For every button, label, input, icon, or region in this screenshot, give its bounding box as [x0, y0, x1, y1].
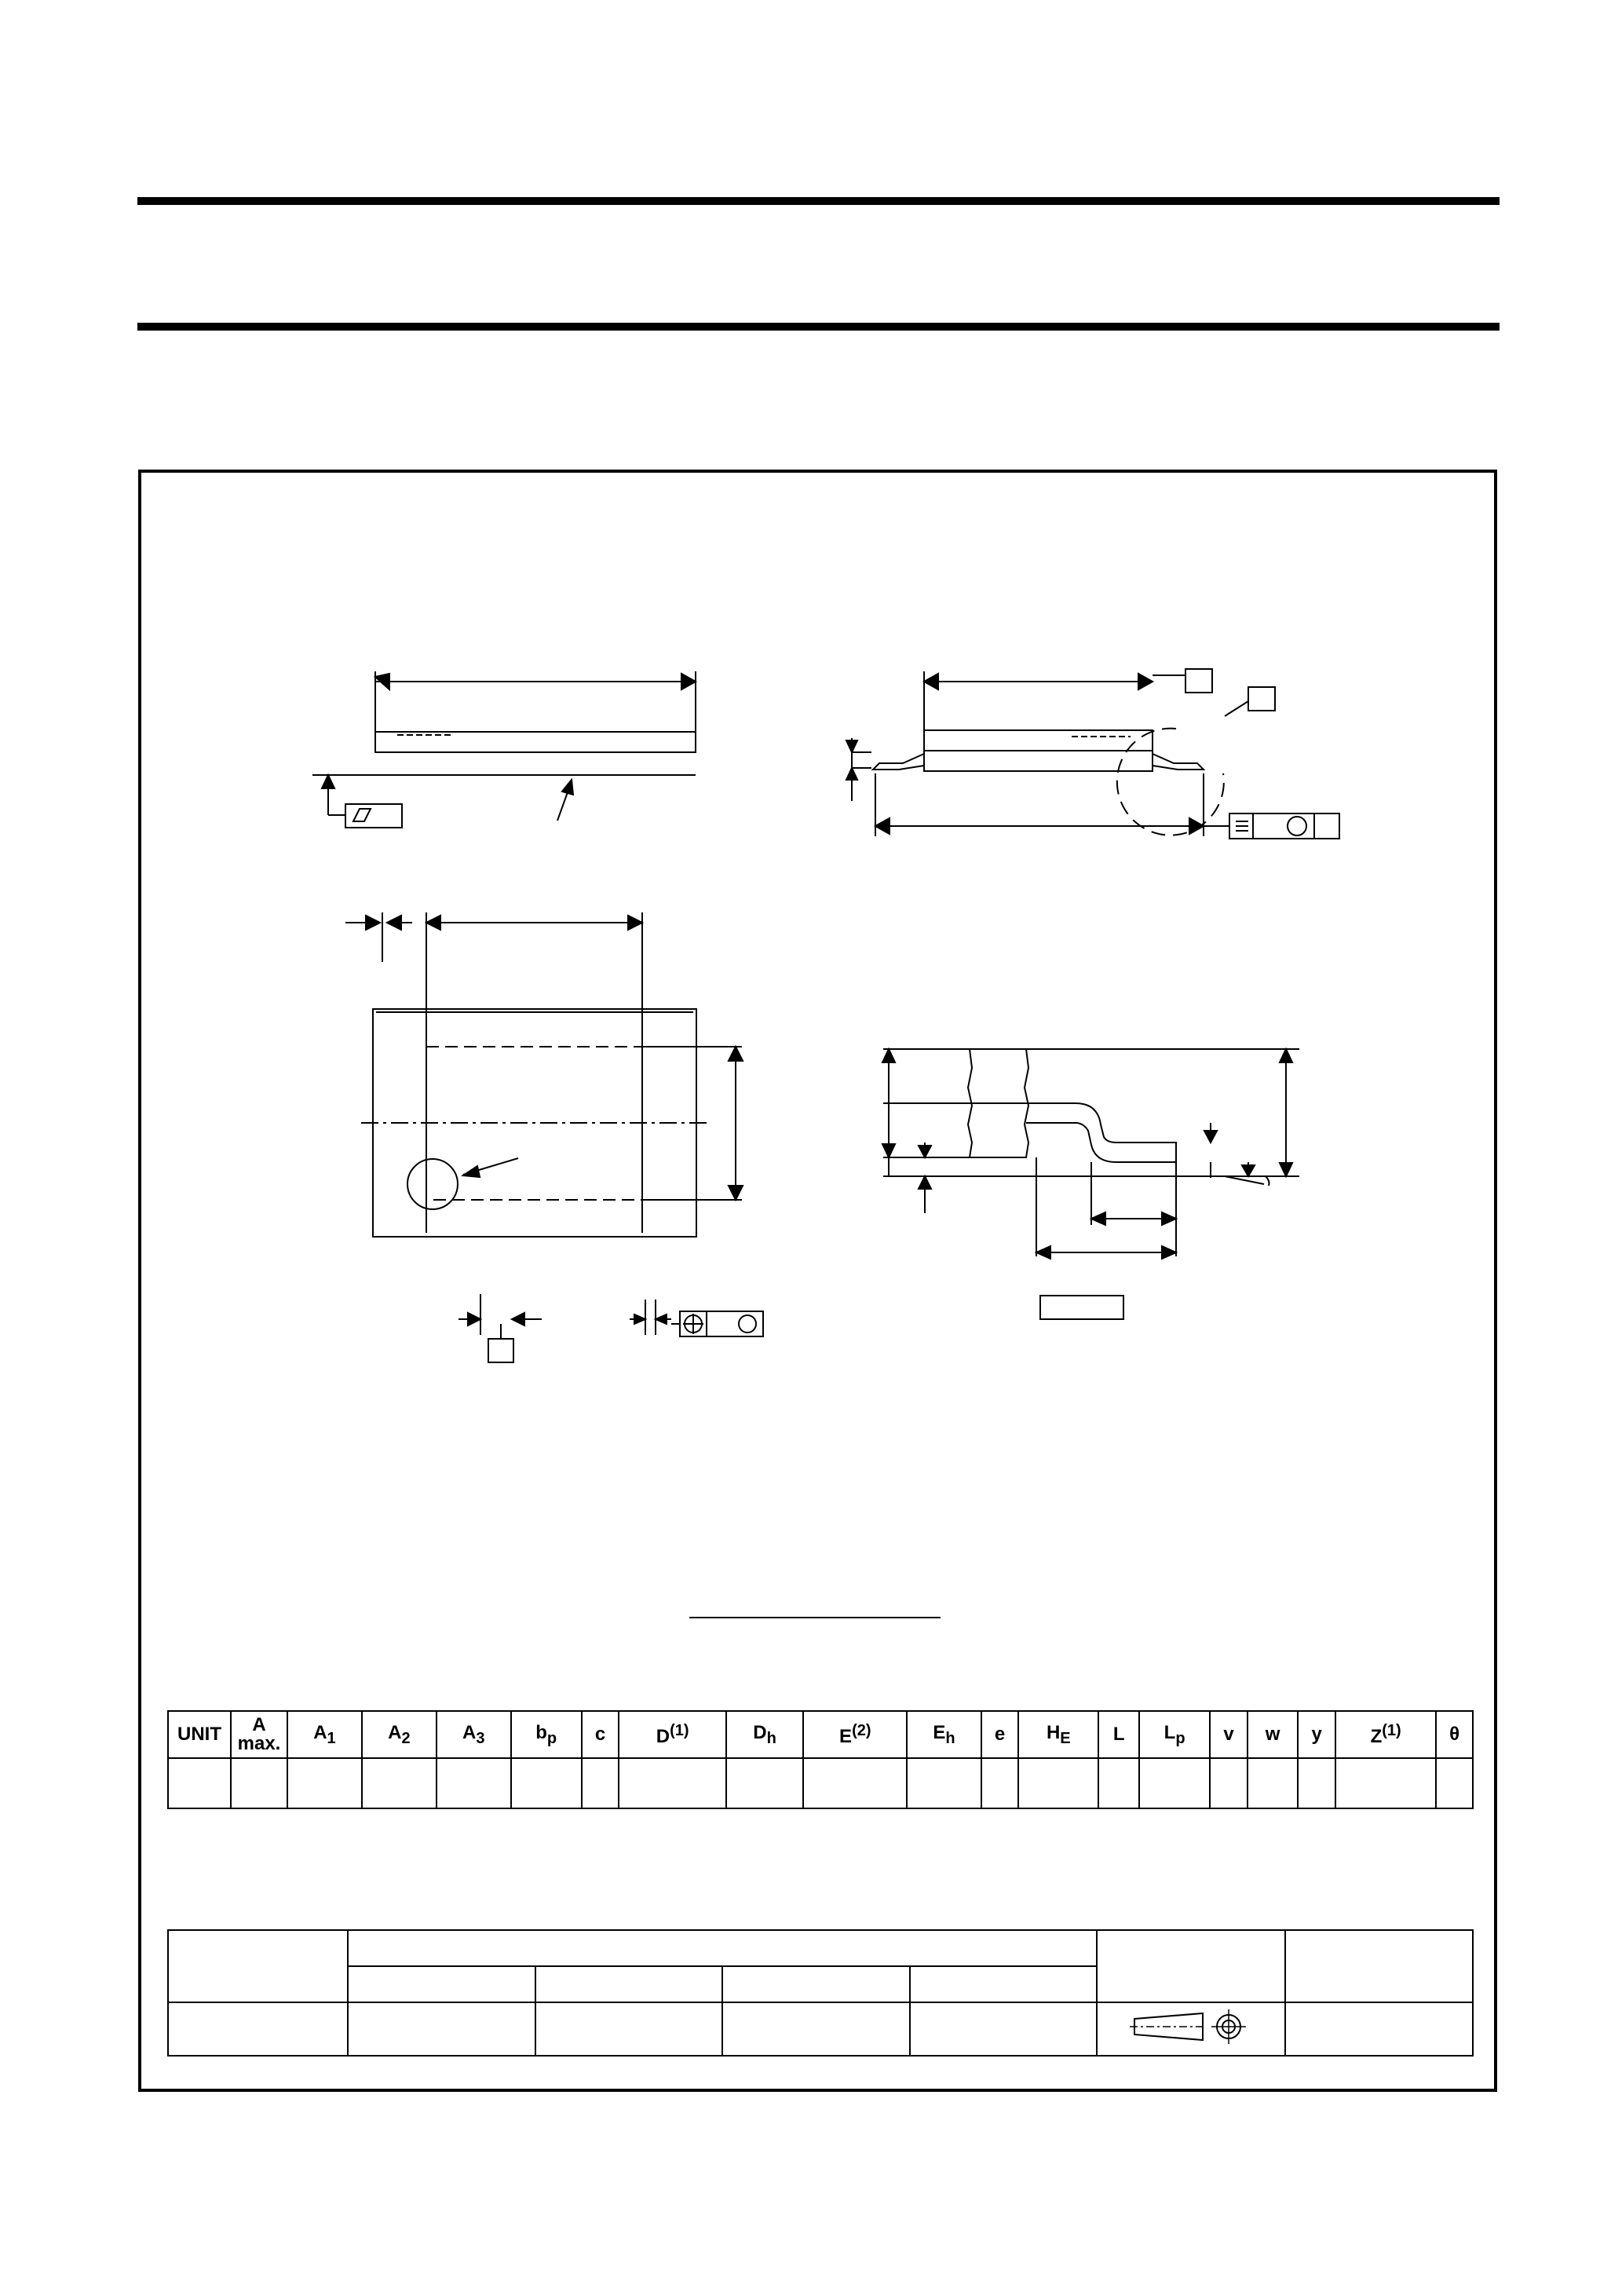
- extra-value: [910, 2002, 1097, 2056]
- hdr-a2: $A_2$: [362, 1711, 437, 1758]
- hdr-y: y: [1298, 1711, 1335, 1758]
- projection-symbol-icon: [1128, 2007, 1254, 2046]
- hdr-e2: $E^{(2)}$: [803, 1711, 907, 1758]
- hdr-d: $D^{(1)}$: [619, 1711, 725, 1758]
- references-header: [348, 1930, 1097, 1966]
- val-v: [1210, 1758, 1248, 1808]
- hdr-l: L: [1098, 1711, 1139, 1758]
- hdr-w: w: [1248, 1711, 1298, 1758]
- hdr-z: $Z^{(1)}$: [1335, 1711, 1436, 1758]
- references-blank-header: [910, 1966, 1097, 2002]
- val-unit: [168, 1758, 231, 1808]
- outline-frame: [140, 471, 1496, 2090]
- version-value: [168, 2002, 348, 2056]
- side-view: [312, 671, 696, 828]
- val-a1: [287, 1758, 362, 1808]
- top-view: [345, 912, 763, 1362]
- val-bp: [511, 1758, 582, 1808]
- jeita-value: [722, 2002, 909, 2056]
- hdr-e: e: [981, 1711, 1019, 1758]
- val-l: [1098, 1758, 1139, 1808]
- references-table: [167, 1929, 1474, 2057]
- jeita-header: [722, 1966, 909, 2002]
- val-e2: [803, 1758, 907, 1808]
- val-a2: [362, 1758, 437, 1808]
- val-d: [619, 1758, 725, 1808]
- hdr-lp: $L_p$: [1139, 1711, 1210, 1758]
- val-z: [1335, 1758, 1436, 1808]
- val-w: [1248, 1758, 1298, 1808]
- val-eh: [907, 1758, 981, 1808]
- issue-date-values: [1285, 2002, 1473, 2056]
- hdr-he: $H_E$: [1018, 1711, 1098, 1758]
- jedec-header: [535, 1966, 722, 2002]
- hdr-unit: UNIT: [168, 1711, 231, 1758]
- dimensions-value-row: [168, 1758, 1473, 1808]
- issue-date-header: [1285, 1930, 1473, 2002]
- end-view: [846, 669, 1339, 839]
- european-projection-header: [1097, 1930, 1284, 2002]
- dimensions-table: [167, 1710, 1474, 1809]
- projection-symbol: [1097, 2002, 1284, 2056]
- detail-x-view: [882, 1049, 1299, 1319]
- hdr-a3: $A_3$: [437, 1711, 511, 1758]
- val-dh: [726, 1758, 803, 1808]
- val-a3: [437, 1758, 511, 1808]
- iec-value: [348, 2002, 535, 2056]
- iec-header: [348, 1966, 535, 2002]
- hdr-eh: $E_h$: [907, 1711, 981, 1758]
- val-c: [582, 1758, 619, 1808]
- val-e: [981, 1758, 1019, 1808]
- val-a-max: [231, 1758, 287, 1808]
- hdr-c: c: [582, 1711, 619, 1758]
- hdr-a-max: A max.: [231, 1711, 287, 1758]
- hdr-dh: $D_h$: [726, 1711, 803, 1758]
- val-he: [1018, 1758, 1098, 1808]
- hdr-v: v: [1210, 1711, 1248, 1758]
- dimensions-header-row: [168, 1711, 1473, 1758]
- hdr-a1: $A_1$: [287, 1711, 362, 1758]
- hdr-theta: θ: [1436, 1711, 1473, 1758]
- val-theta: [1436, 1758, 1473, 1808]
- hdr-bp: $b_p$: [511, 1711, 582, 1758]
- val-lp: [1139, 1758, 1210, 1808]
- jedec-value: [535, 2002, 722, 2056]
- outline-version-header: [168, 1930, 348, 2002]
- val-y: [1298, 1758, 1335, 1808]
